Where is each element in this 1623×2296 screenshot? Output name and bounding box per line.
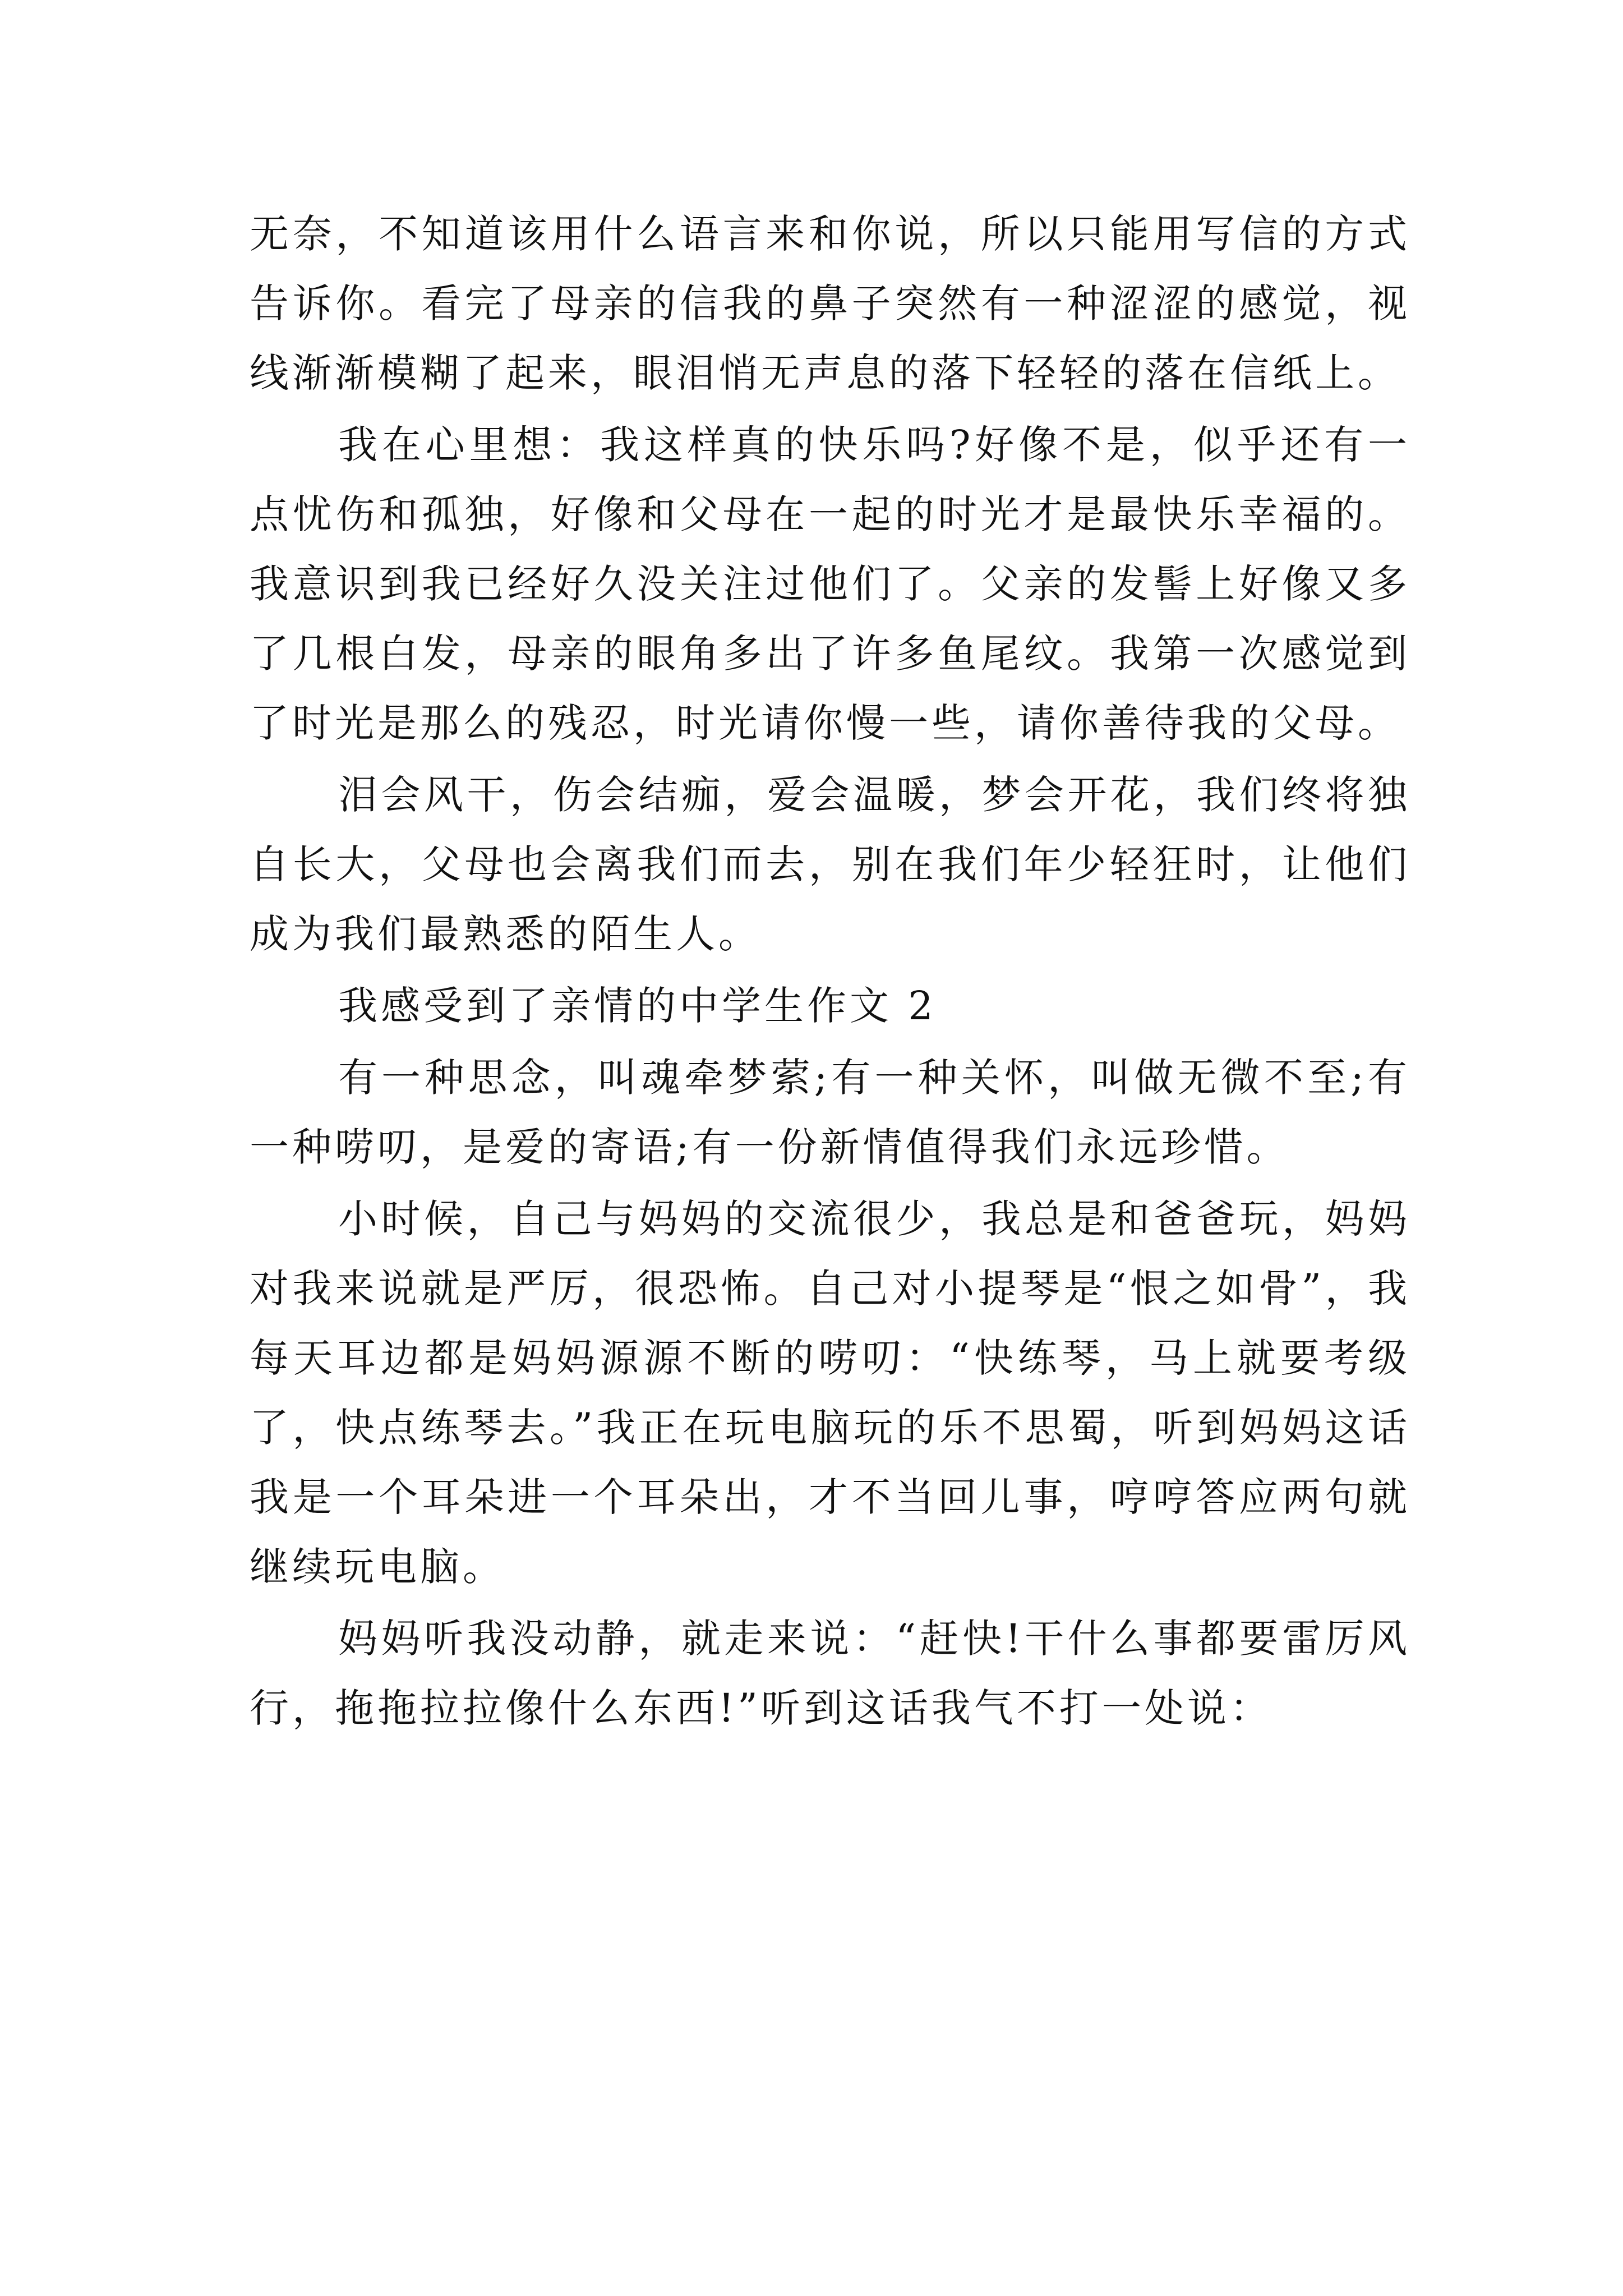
paragraph-2: 我在心里想：我这样真的快乐吗?好像不是，似乎还有一点忧伤和孤独，好像和父母在一起的时光才是最快乐幸福的。我意识到我已经好久没关注过他们了。父亲的发髻上好像又多了几根白发，母亲的眼角多出了许多鱼尾纹。我第一次感觉到了时光是那么的残忍，时光请你慢一些，请你善待我的父母。 (250, 422, 1410, 746)
paragraph-1: 无奈，不知道该用什么语言来和你说，所以只能用写信的方式告诉你。看完了母亲的信我的鼻子突然有一种涩涩的感觉，视线渐渐模糊了起来，眼泪悄无声息的落下轻轻的落在信纸上。 (250, 211, 1410, 396)
paragraph-3: 泪会风干，伤会结痂，爱会温暖，梦会开花，我们终将独自长大，父母也会离我们而去，别在我们年少轻狂时，让他们成为我们最熟悉的陌生人。 (250, 772, 1410, 957)
paragraph-7: 妈妈听我没动静，就走来说：“赶快!干什么事都要雷厉风行，拖拖拉拉像什么东西!”听到这话我气不打一处说： (250, 1616, 1410, 1731)
paragraph-5: 有一种思念，叫魂牵梦萦;有一种关怀，叫做无微不至;有一种唠叨，是爱的寄语;有一份新情值得我们永远珍惜。 (250, 1055, 1410, 1170)
section-heading: 我感受到了亲情的中学生作文 2 (338, 983, 937, 1029)
document-body (250, 199, 1410, 1745)
paragraph-6: 小时候，自己与妈妈的交流很少，我总是和爸爸玩，妈妈对我来说就是严厉，很恐怖。自己对小提琴是“恨之如骨”，我每天耳边都是妈妈源源不断的唠叨：“快练琴，马上就要考级了，快点练琴去。”我正在玩电脑玩的乐不思蜀，听到妈妈这话我是一个耳朵进一个耳朵出，才不当回儿事，哼哼答应两句就继续玩电脑。 (250, 1196, 1410, 1590)
